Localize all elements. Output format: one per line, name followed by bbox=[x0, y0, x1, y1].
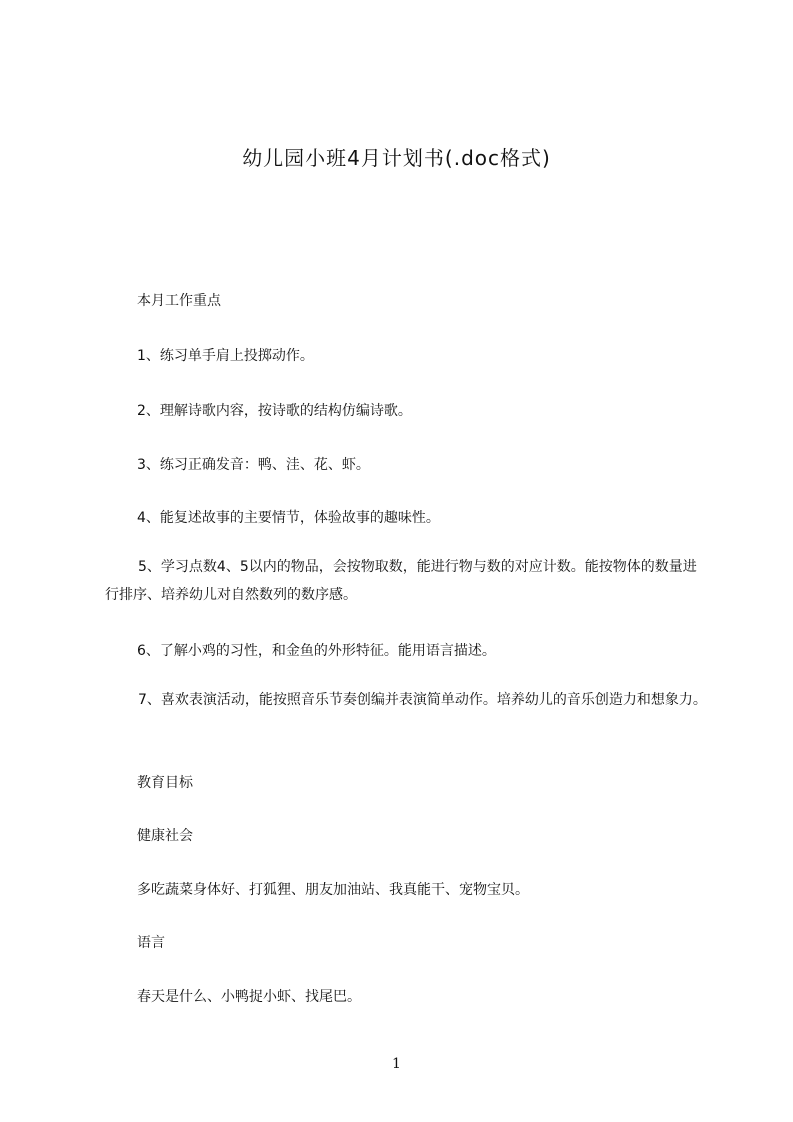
list-item: 4、能复述故事的主要情节，体验故事的趣味性。 bbox=[137, 510, 440, 526]
language-content: 春天是什么、小鸭捉小虾、找尾巴。 bbox=[137, 989, 361, 1005]
document-title: 幼儿园小班4月计划书(.doc格式) bbox=[242, 146, 551, 170]
page-number: 1 bbox=[392, 1056, 401, 1072]
subheading-health-society: 健康社会 bbox=[137, 828, 193, 844]
section-heading-goals: 教育目标 bbox=[137, 775, 193, 791]
subheading-language: 语言 bbox=[137, 935, 165, 951]
health-society-content: 多吃蔬菜身体好、打狐狸、朋友加油站、我真能干、宠物宝贝。 bbox=[137, 882, 529, 898]
list-item: 2、理解诗歌内容，按诗歌的结构仿编诗歌。 bbox=[137, 403, 412, 419]
list-item: 3、练习正确发音：鸭、洼、花、虾。 bbox=[137, 457, 370, 473]
list-item: 5、学习点数4、5以内的物品，会按物取数，能进行物与数的对应计数。能按物体的数量进行排序、培养幼儿对自然数列的数序感。 bbox=[105, 559, 697, 603]
list-item: 1、练习单手肩上投掷动作。 bbox=[137, 348, 314, 364]
section-heading-focus: 本月工作重点 bbox=[137, 293, 221, 309]
list-item: 7、喜欢表演活动，能按照音乐节奏创编并表演简单动作。培养幼儿的音乐创造力和想象力。 bbox=[138, 692, 707, 708]
list-item: 6、了解小鸡的习性，和金鱼的外形特征。能用语言描述。 bbox=[137, 643, 496, 659]
